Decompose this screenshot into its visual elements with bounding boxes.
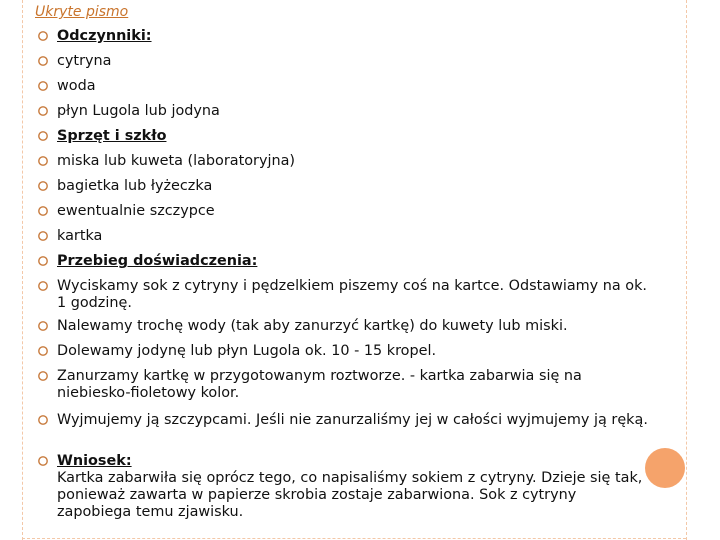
bullet-icon bbox=[37, 345, 49, 357]
list-item bbox=[35, 412, 655, 453]
list-heading: Odczynniki: bbox=[57, 28, 152, 44]
list-item bbox=[35, 253, 655, 278]
list-item bbox=[35, 28, 655, 53]
list-item-text: Wyciskamy sok z cytryny i pędzelkiem piszemy coś na kartce. Odstawiamy na ok. 1 godzinę. bbox=[57, 278, 648, 311]
slide-title: Ukryte pismo bbox=[35, 4, 129, 20]
bullet-icon bbox=[37, 280, 49, 292]
bullet-icon bbox=[37, 180, 49, 192]
frame-left-line bbox=[22, 0, 24, 540]
list-item-text: kartka bbox=[57, 228, 103, 244]
bullet-list bbox=[35, 28, 655, 521]
bullet-icon bbox=[37, 30, 49, 42]
list-item bbox=[35, 318, 655, 343]
bullet-icon bbox=[37, 370, 49, 382]
list-item bbox=[35, 203, 655, 228]
bullet-icon bbox=[37, 80, 49, 92]
list-item-text: cytryna bbox=[57, 53, 112, 69]
list-item bbox=[35, 103, 655, 128]
bullet-icon bbox=[37, 255, 49, 267]
bullet-icon bbox=[37, 414, 49, 426]
list-item-text: ewentualnie szczypce bbox=[57, 203, 215, 219]
list-item bbox=[35, 53, 655, 78]
list-heading: Przebieg doświadczenia: bbox=[57, 253, 258, 269]
bullet-icon bbox=[37, 55, 49, 67]
list-item-text: woda bbox=[57, 78, 96, 94]
list-item bbox=[35, 153, 655, 178]
bullet-icon bbox=[37, 455, 49, 467]
list-item-text: miska lub kuweta (laboratoryjna) bbox=[57, 153, 296, 169]
list-item bbox=[35, 128, 655, 153]
list-item bbox=[35, 178, 655, 203]
bullet-icon bbox=[37, 320, 49, 332]
list-item-text: bagietka lub łyżeczka bbox=[57, 178, 213, 194]
list-item bbox=[35, 228, 655, 253]
conclusion-text: Kartka zabarwiła się oprócz tego, co napisaliśmy sokiem z cytryny. Dzieje się tak, ponieważ zawarta w papierze skrobia zostaje zabarwiona. Sok z cytryny zapobiega temu zjawisku. bbox=[57, 470, 643, 520]
bullet-icon bbox=[37, 205, 49, 217]
list-item bbox=[35, 78, 655, 103]
list-heading: Sprzęt i szkło bbox=[57, 128, 167, 144]
bullet-icon bbox=[37, 105, 49, 117]
list-item-text: Zanurzamy kartkę w przygotowanym roztworze. - kartka zabarwia się na niebiesko-fioletowy kolor. bbox=[57, 368, 582, 401]
bullet-icon bbox=[37, 230, 49, 242]
list-item bbox=[35, 453, 655, 521]
list-item-text: Nalewamy trochę wody (tak aby zanurzyć kartkę) do kuwety lub miski. bbox=[57, 318, 568, 334]
list-item bbox=[35, 368, 655, 412]
list-item bbox=[35, 343, 655, 368]
list-item-text: Wyjmujemy ją szczypcami. Jeśli nie zanurzaliśmy jej w całości wyjmujemy ją ręką. bbox=[57, 412, 648, 428]
list-heading: Wniosek: bbox=[57, 453, 132, 469]
frame-right-line bbox=[686, 0, 688, 540]
list-item bbox=[35, 278, 655, 318]
bullet-icon bbox=[37, 130, 49, 142]
list-item-text: płyn Lugola lub jodyna bbox=[57, 103, 220, 119]
bullet-icon bbox=[37, 155, 49, 167]
list-item-text: Dolewamy jodynę lub płyn Lugola ok. 10 - 15 kropel. bbox=[57, 343, 437, 359]
